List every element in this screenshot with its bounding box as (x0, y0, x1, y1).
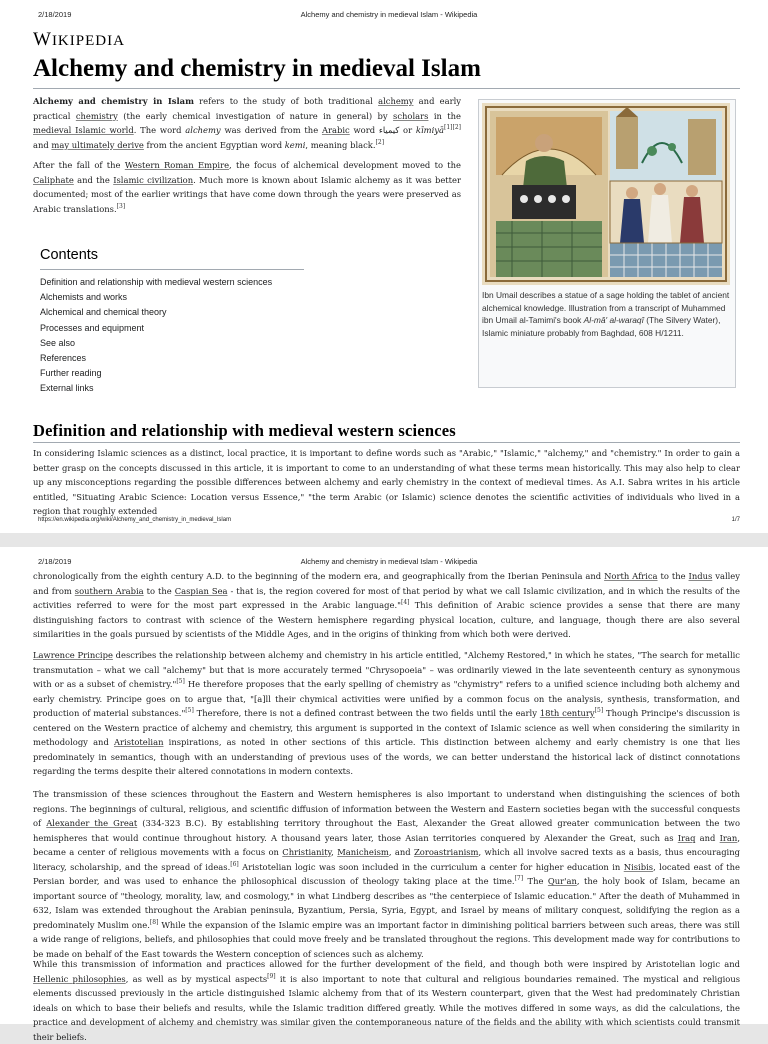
ref-6[interactable]: [6] (230, 860, 239, 868)
ref-5a[interactable]: [5] (176, 678, 185, 686)
ref-2[interactable]: [2] (375, 138, 385, 146)
print-url: https://en.wikipedia.org/wiki/Alchemy_and_chemistry_in_medieval_Islam (38, 517, 232, 523)
ref-5b[interactable]: [5] (185, 707, 194, 715)
table-of-contents (40, 275, 272, 397)
ref-8[interactable]: [8] (149, 918, 159, 926)
link-nisibis[interactable]: Nisibis (623, 861, 654, 872)
link-lawrence-principe[interactable]: Lawrence Principe (33, 650, 113, 660)
link-manicheism[interactable]: Manicheism (337, 847, 389, 857)
print-title: Alchemy and chemistry in medieval Islam - Wikipedia (300, 10, 478, 19)
link-may-ultimately-derive[interactable]: may ultimately derive (51, 139, 144, 150)
toc-item-theory[interactable]: Alchemical and chemical theory (40, 307, 167, 318)
link-aristotelian[interactable]: Aristotelian (113, 737, 164, 747)
link-western-roman-empire[interactable]: Western Roman Empire (124, 160, 230, 170)
toc-item-external-links[interactable]: External links (40, 383, 94, 394)
link-indus[interactable]: Indus (688, 571, 713, 581)
toc-item-see-also[interactable]: See also (40, 337, 76, 348)
figure-box (478, 99, 736, 388)
ref-1-2[interactable]: [1][2] (444, 124, 462, 132)
paragraph-continuation: chronologically from the eighth century A.D. to the beginning of the modern era, and geographically from the Iberian Peninsula and North Africa to the Indus valley and from southern Arabia to the Caspian Sea - that is, the region covered for most of that period by what we call Islamic civilization, and in which the results of the activities referred to were for the most part expressed in the Arabic language."[4] This definition of Arabic science provides a sense that there are many distinguishing factors to contrast with science of the Western hemisphere regarding physical location, culture, and language, though there are also several similarities in the goals pursued by scientists of the Middle Ages, and in the origins of thinking from which both were derived. (33, 571, 740, 639)
print-page-number: 1/7 (731, 517, 740, 523)
link-islamic-civilization[interactable]: Islamic civilization (113, 174, 194, 185)
section-divider (33, 442, 740, 443)
section-heading-definition: Definition and relationship with medieval western sciences (33, 421, 456, 440)
print-footer (38, 517, 740, 523)
link-chemistry[interactable]: chemistry (75, 110, 118, 121)
link-medieval-islamic-world[interactable]: medieval Islamic world (33, 125, 134, 135)
print-date-2: 2/18/2019 (38, 557, 72, 566)
ref-3[interactable]: [3] (116, 202, 126, 210)
paragraph-principe: Lawrence Principe describes the relationship between alchemy and chemistry in his article entitled, "Alchemy Restored," in which he states, "The search for metallic transmutation – what we call "alchemy" but that is more accurately termed "Chrysopoeia" – was ordinarily viewed in the late seventeenth century as synonymous with or as a subset of chemistry."[5] He therefore proposes that the early spelling of chemistry as "chymistry" refers to a unified science including both alchemy and early chemistry. Principe goes on to argue that, "[a]ll their chymical activities were unified by a common focus on the analysis, synthesis, transformation, and production of material substances."[5] Therefore, there is not a defined contrast between the two fields until the early 18th century[5] Though Principe's discussion is centered on the Western practice of alchemy and chemistry, this argument is supported in the context of Islamic science as well when considering the similarity in methodology and Aristotelian inspirations, as noted in other sections of this article. This distinction between alchemy and early chemistry is one that lies predominately in semantics, though with an understanding of previous uses of the words, we can better understand the historical lack of distinct connotations regarding the terms despite their altered connotations in modern contexts. (33, 650, 740, 776)
print-date: 2/18/2019 (38, 10, 72, 19)
intro-paragraph: Alchemy and chemistry in Islam refers to the study of both traditional alchemy and early practical chemistry (the early chemical investigation of nature in general) by scholars in the medieval Islamic world. The word alchemy was derived from the Arabic word كيمياء or kīmiyā[1][2] and may ultimately derive from the ancient Egyptian word kemi, meaning black.[2] (33, 96, 462, 150)
print-title-2: Alchemy and chemistry in medieval Islam - Wikipedia (300, 557, 478, 566)
toc-item-definition[interactable]: Definition and relationship with medieval western sciences (40, 277, 273, 287)
toc-item-further-reading[interactable]: Further reading (40, 368, 102, 379)
link-alexander-the-great[interactable]: Alexander the Great (46, 818, 138, 828)
toc-item-alchemists[interactable]: Alchemists and works (40, 292, 128, 303)
ref-7[interactable]: [7] (514, 875, 524, 883)
figure-caption: Ibn Umail describes a statue of a sage holding the tablet of ancient alchemical knowledge. Illustration from a transcript of Muhammed ibn Umail al-Tamimi's book Al-mâ' al-waraqî (The Silvery Water), Islamic miniature probably from Baghdad, 608 H/1211. (482, 290, 730, 338)
toc-item-references[interactable]: References (40, 353, 87, 364)
paragraph-boundaries: While this transmission of information and practices allowed for the further development of the field, and though both were inspired by Aristotelian logic and Hellenic philosophies, as well as by mystical aspects[9] it is also important to note that cultural and religious boundaries remained. The mystical and religious elements discussed previously in the article distinguished Islamic alchemy from that of its Western counterpart, given that the West had predominately Christian ideals on which to base their beliefs and results, while the Islamic tradition differed greatly. While the motives differed in some ways, as did the calculations, the practice and development of alchemy and chemistry was similar given the contemporaneous nature of the fields and the ability with which scientists could transmit their beliefs. (33, 959, 741, 1042)
wikipedia-logo[interactable]: WIKIPEDIA (33, 29, 125, 50)
page-title: Alchemy and chemistry in medieval Islam (33, 55, 481, 82)
link-iran[interactable]: Iran (719, 832, 738, 843)
ref-5c[interactable]: [5] (594, 707, 604, 715)
link-arabic[interactable]: Arabic (321, 125, 350, 135)
link-christianity[interactable]: Christianity (282, 847, 332, 857)
link-caliphate[interactable]: Caliphate (33, 174, 74, 185)
toc-item-processes[interactable]: Processes and equipment (40, 322, 145, 333)
link-caspian-sea[interactable]: Caspian Sea (174, 585, 228, 596)
link-18th-century[interactable]: 18th century (539, 708, 595, 718)
ref-4[interactable]: [4] (401, 599, 410, 607)
contents-divider (40, 269, 304, 270)
link-southern-arabia[interactable]: southern Arabia (74, 585, 144, 596)
miniature-illustration[interactable] (482, 103, 730, 285)
print-page-2 (0, 547, 768, 1042)
section1-paragraph: In considering Islamic sciences as a distinct, local practice, it is important to define words such as "Arabic," "Islamic," "alchemy," and "chemistry." In order to gain a better grasp on the concepts discussed in this article, it is important to come to an understanding of what these terms mean historically. This may also help to clear up any misconceptions regarding the possible differences between alchemy and early chemistry in the context of medieval times. As A.I. Sabra writes in his article entitled, "Situating Arabic Science: Location versus Essence," "the term Arabic (or Islamic) science denotes the scientific activities of individuals who lived in a region that roughly extended (33, 448, 740, 516)
link-alchemy[interactable]: alchemy (378, 96, 414, 106)
link-north-africa[interactable]: North Africa (604, 571, 658, 581)
link-hellenic-philosophies[interactable]: Hellenic philosophies (33, 973, 126, 984)
link-scholars[interactable]: scholars (393, 110, 429, 121)
link-iraq[interactable]: Iraq (677, 832, 696, 843)
link-zoroastrianism[interactable]: Zoroastrianism (413, 847, 479, 857)
link-quran[interactable]: Qur'an (547, 876, 577, 886)
ref-9[interactable]: [9] (267, 972, 276, 980)
paragraph-transmission: The transmission of these sciences throughout the Eastern and Western hemispheres is also important to understand when distinguishing the sciences of both regions. The beginnings of cultural, religious, and scientific diffusion of information between the Western and Eastern societies began with the successful conquests of Alexander the Great (334-323 B.C). By establishing territory throughout the East, Alexander the Great allowed greater communication between the two hemispheres that would continue throughout history. A thousand years later, those Asian territories conquered by Alexander the Great, such as Iraq and Iran, became a center of religious movements with a focus on Christianity, Manicheism, and Zoroastrianism, which all involve sacred texts as a basis, thus encouraging literacy, scholarship, and the spread of ideas.[6] Aristotelian logic was soon included in the curriculum a center for higher education in Nisibis, located east of the Persian border, and was used to enhance the philosophical discussion of theology taking place at the time.[7] The Qur'an, the holy book of Islam, became an important source of "theology, morality, law, and cosmology," in what Lindberg describes as "the centerpiece of Islamic education." After the death of Muhammed in 632, Islam was extended throughout the Arabian peninsula, Byzantium, Persia, Syria, Egypt, and Israel by means of military conquest, solidifying the region as a predominately Muslim one.[8] While the expansion of the Islamic empire was an important factor in diminishing political barriers between such areas, there was still a wide range of religions, beliefs, and philosophies that could move freely and be translated throughout the regions. This development made way for contributions to be made on behalf of the East towards the Western conception of sciences such as alchemy. (33, 789, 741, 959)
contents-heading: Contents (40, 247, 99, 263)
title-divider (33, 88, 740, 89)
paragraph-caliphate: After the fall of the Western Roman Empire, the focus of alchemical development moved to the Caliphate and the Islamic civilization. Much more is known about Islamic alchemy as it was better documented; most of the earlier writings that have come down through the years were preserved as Arabic translations.[3] (33, 160, 462, 214)
